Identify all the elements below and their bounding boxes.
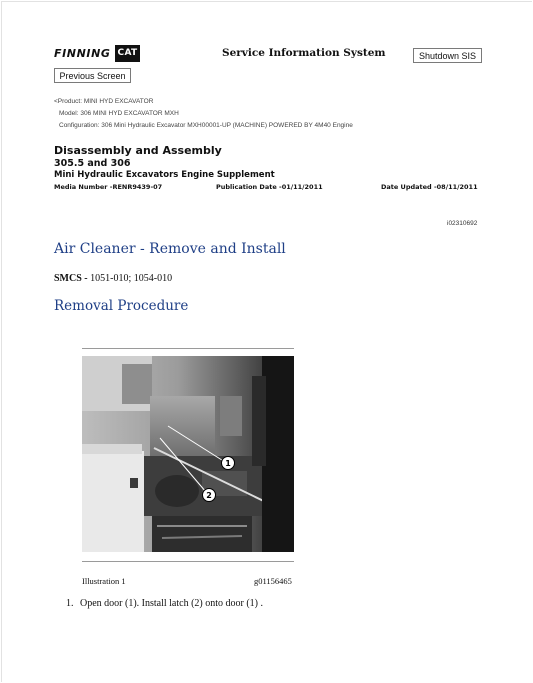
previous-screen-button[interactable]: Previous Screen	[54, 68, 131, 83]
photo-side-panel	[220, 396, 242, 436]
step-text: Open door (1). Install latch (2) onto door (1) .	[80, 598, 264, 609]
document-id: i02310692	[447, 220, 478, 227]
smcs-value: 1051-010; 1054-010	[90, 273, 173, 284]
shutdown-sis-button[interactable]: Shutdown SIS	[413, 48, 482, 63]
photo-air-cleaner	[155, 475, 199, 507]
photo-panel	[122, 364, 152, 404]
publication-date: Publication Date -01/11/2011	[216, 183, 323, 191]
callout-1	[222, 457, 235, 470]
app-title: Service Information System	[222, 47, 386, 59]
document-models: 305.5 and 306	[54, 158, 131, 169]
smcs-label: SMCS -	[54, 273, 88, 284]
section-title: Air Cleaner - Remove and Install	[54, 241, 286, 257]
photo-tank-cap	[130, 478, 138, 488]
step-number: 1.	[66, 598, 74, 609]
procedure-title: Removal Procedure	[54, 298, 189, 314]
document-title: Disassembly and Assembly	[54, 144, 222, 157]
procedure-step	[66, 598, 263, 609]
breadcrumb-product	[54, 98, 153, 105]
illustration-bottom-rule	[82, 561, 294, 562]
illustration-photo	[82, 356, 294, 552]
breadcrumb-configuration	[59, 122, 353, 129]
photo-cab	[262, 356, 294, 552]
breadcrumb-config-value: 306 Mini Hydraulic Excavator MXH00001-UP (MACHINE) POWERED BY 4M40 Engine	[101, 122, 353, 129]
illustration-image-id: g01156465	[254, 576, 292, 586]
callout-1-label: 1	[225, 459, 231, 468]
breadcrumb-model-label: Model:	[59, 110, 79, 117]
illustration-caption: Illustration 1	[82, 576, 126, 586]
illustration-top-rule	[82, 348, 294, 349]
breadcrumb-product-link[interactable]: <Product:	[54, 98, 83, 105]
callout-2-label: 2	[206, 491, 212, 500]
photo-lower-engine	[152, 516, 252, 552]
smcs-codes	[54, 273, 172, 284]
logo-finning-text: FINNING	[54, 47, 111, 60]
logo-cat-text: CAT	[115, 45, 141, 62]
photo-door	[150, 396, 215, 456]
document-supplement-title: Mini Hydraulic Excavators Engine Supplement	[54, 170, 275, 180]
breadcrumb-model-value: 306 MINI HYD EXCAVATOR MXH	[80, 110, 179, 117]
breadcrumb-product-value: MINI HYD EXCAVATOR	[83, 98, 154, 105]
breadcrumb-model	[59, 110, 179, 117]
photo-tank	[82, 451, 144, 552]
photo-cab-edge	[252, 376, 266, 466]
date-updated: Date Updated -08/11/2011	[381, 183, 478, 191]
finning-cat-logo	[54, 45, 140, 62]
breadcrumb-config-label: Configuration:	[59, 122, 100, 129]
callout-2	[203, 489, 216, 502]
photo-tank-top	[82, 444, 142, 454]
media-number: Media Number -RENR9439-07	[54, 183, 163, 191]
